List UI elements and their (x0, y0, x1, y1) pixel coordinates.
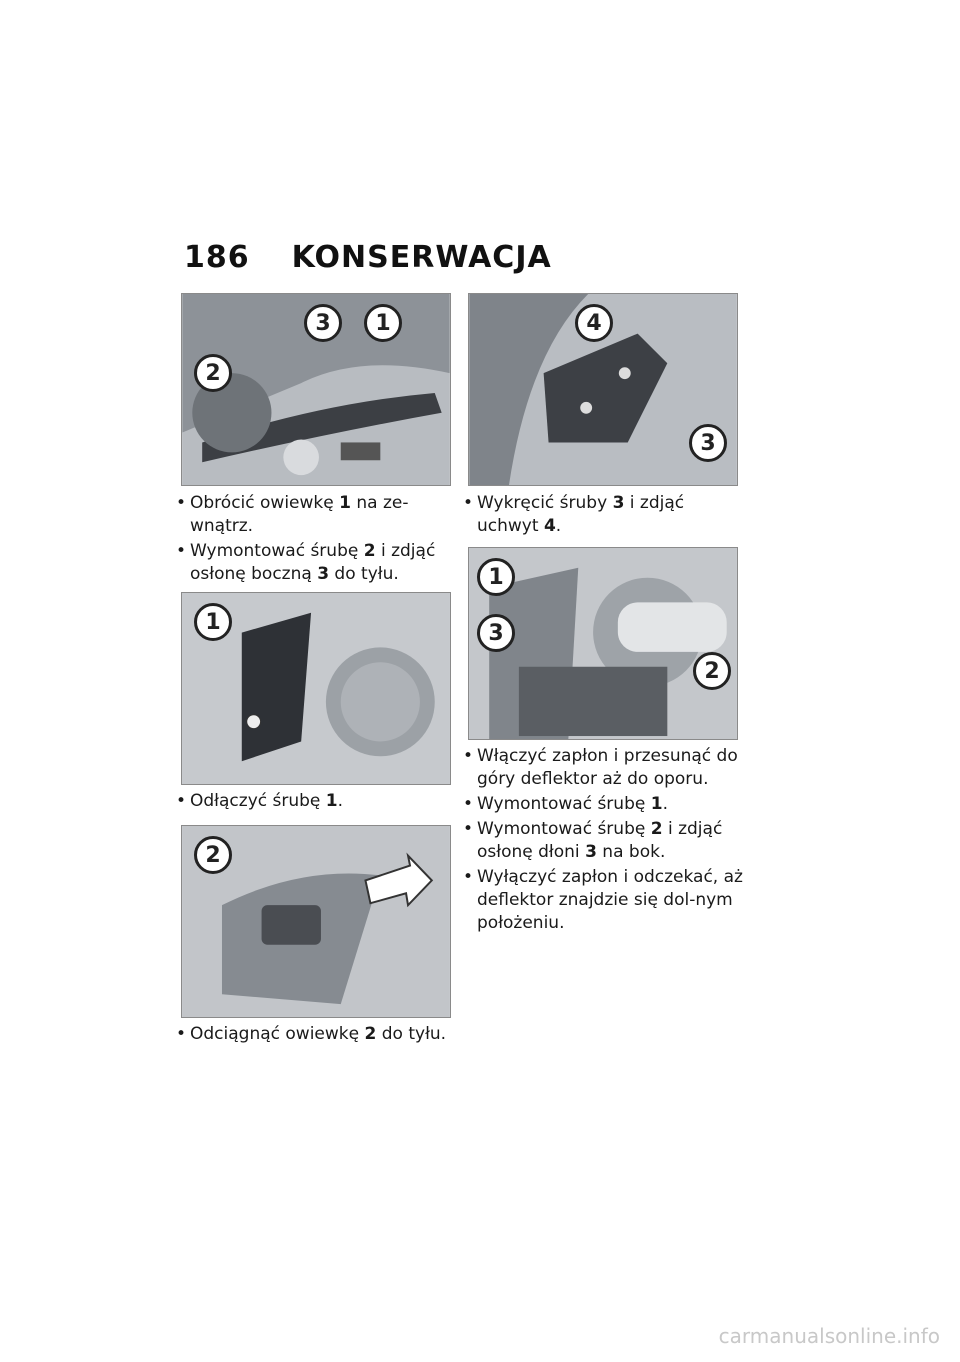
watermark-text: carmanualsonline.info (718, 1324, 940, 1348)
step-item: • Włączyć zapłon i przesunąć do góry deflektor aż do oporu. (463, 745, 748, 791)
callout-4: 4 (575, 304, 613, 342)
callout-3: 3 (477, 614, 515, 652)
figure-screw (181, 592, 451, 785)
figure-hand-guard (468, 547, 738, 740)
callout-1: 1 (477, 558, 515, 596)
figure-bracket (468, 293, 738, 486)
page-number: 186 (184, 240, 250, 275)
callout-1: 1 (194, 603, 232, 641)
page-title: KONSERWACJA (291, 240, 552, 275)
step-item: • Wymontować śrubę 1. (463, 793, 748, 816)
callout-3: 3 (304, 304, 342, 342)
callout-2: 2 (693, 652, 731, 690)
steps-list-c (176, 1023, 466, 1048)
step-item: • Odciągnąć owiewkę 2 do tyłu. (176, 1023, 466, 1046)
figure-side-fairing (181, 293, 451, 486)
step-item: • Wymontować śrubę 2 i zdjąć osłonę boczną 3 do tyłu. (176, 540, 456, 586)
step-item: • Wyłączyć zapłon i odczekać, aż deflektor znajdzie się dol-nym położeniu. (463, 866, 748, 935)
callout-2: 2 (194, 354, 232, 392)
figure-fairing-pull (181, 825, 451, 1018)
steps-list-d (463, 492, 743, 540)
steps-list-b (176, 790, 456, 815)
step-item: • Obrócić owiewkę 1 na ze-wnątrz. (176, 492, 456, 538)
step-item: • Wykręcić śruby 3 i zdjąć uchwyt 4. (463, 492, 743, 538)
steps-list-a (176, 492, 456, 588)
page-header (184, 240, 552, 275)
step-item: • Odłączyć śrubę 1. (176, 790, 456, 813)
step-item: • Wymontować śrubę 2 i zdjąć osłonę dłoni 3 na bok. (463, 818, 748, 864)
callout-1: 1 (364, 304, 402, 342)
callout-3: 3 (689, 424, 727, 462)
steps-list-e (463, 745, 748, 937)
callout-2: 2 (194, 836, 232, 874)
